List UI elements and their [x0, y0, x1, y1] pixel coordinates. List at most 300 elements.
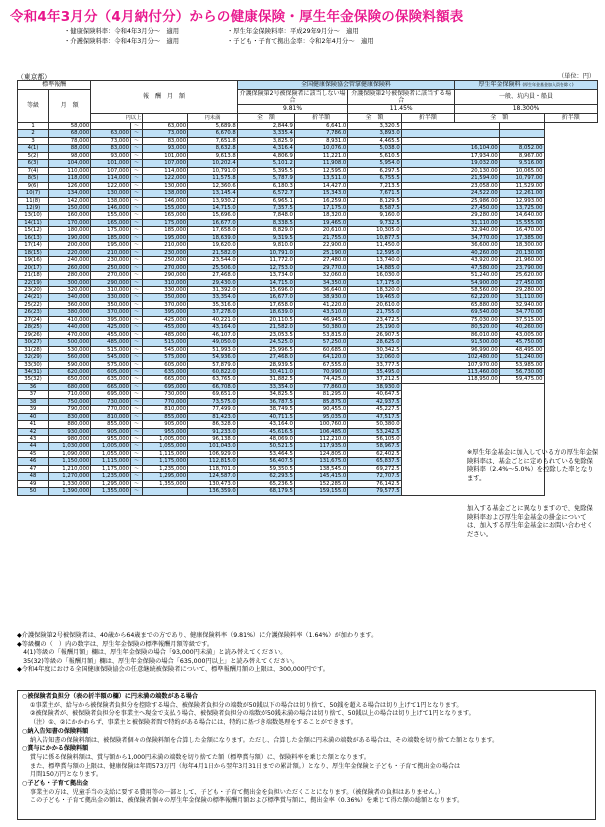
cell-nenkin-half: 8,052.00 [499, 145, 544, 152]
cell-range-to: 350,000 [143, 294, 188, 301]
notes-section-heading: ○賞与にかかる保険料額 [22, 745, 89, 753]
cell-range-to: 605,000 [143, 361, 188, 368]
cell-kaigo-total: 11,221.0 [294, 152, 347, 159]
cell-kaigo-total: 106,485.0 [294, 428, 347, 435]
cell-nenkin-total: 47,580.00 [401, 264, 499, 271]
cell-nenkin-half: 10,065.00 [499, 167, 544, 174]
cell-monthly: 200,000 [49, 242, 91, 249]
cell-nenkin-half: 17,385.00 [499, 234, 544, 241]
cell-monthly: 790,000 [49, 406, 91, 413]
cell-range-tilde: ～ [131, 249, 143, 256]
cell-nenkin-total: 65,880.00 [401, 301, 499, 308]
cell-grade: 25(22) [18, 301, 49, 308]
notes-box [17, 690, 596, 820]
cell-nenkin-half: 45,750.00 [499, 339, 544, 346]
cell-range-tilde: ～ [131, 339, 143, 346]
cell-kaigo-half: 9,732.5 [348, 219, 401, 226]
cell-kaigo-total: 36,640.0 [294, 286, 347, 293]
cell-kaigo-total: 6,641.0 [294, 123, 347, 130]
table-row [18, 324, 598, 331]
table-row [18, 204, 598, 211]
cell-range-tilde: ～ [131, 212, 143, 219]
cell-nenkin-total: 86,010.00 [401, 331, 499, 338]
table-row [18, 137, 598, 144]
cell-grade: 1 [18, 123, 49, 130]
table-row [18, 152, 598, 159]
cell-grade: 44 [18, 443, 49, 450]
cell-range-from: 485,000 [91, 339, 131, 346]
cell-kaigo-half: 38,930.0 [348, 383, 401, 390]
cell-monthly: 680,000 [49, 383, 91, 390]
rate-nonkaigo: 9.81% [237, 105, 348, 114]
cell-nonkaigo-half: 24,525.0 [237, 339, 294, 346]
table-row [18, 227, 598, 234]
cell-nonkaigo-half: 48,069.0 [237, 436, 294, 443]
cell-grade: 20(17) [18, 264, 49, 271]
cell-nonkaigo-half: 23,053.5 [237, 331, 294, 338]
cell-monthly: 142,000 [49, 197, 91, 204]
cell-grade: 16(13) [18, 234, 49, 241]
cell-kaigo-half: 10,877.5 [348, 234, 401, 241]
cell-kaigo-half: 62,402.5 [348, 450, 401, 457]
cell-range-tilde: ～ [131, 406, 143, 413]
cell-nenkin-half: 25,620.00 [499, 272, 544, 279]
cell-range-to [143, 488, 188, 495]
cell-kaigo-half: 10,305.0 [348, 227, 401, 234]
cell-range-from: 545,000 [91, 354, 131, 361]
cell-range-to: 290,000 [143, 272, 188, 279]
cell-kaigo-total: 8,931.0 [294, 137, 347, 144]
cell-nonkaigo-half: 6,180.3 [237, 182, 294, 189]
cell-monthly: 590,000 [49, 361, 91, 368]
cell-nonkaigo-half: 12,753.0 [237, 264, 294, 271]
cell-grade: 26(23) [18, 309, 49, 316]
cell-kaigo-total: 124,805.0 [294, 450, 347, 457]
header-nenkin: 厚生年金保険料 (厚生年金基金加入員を除く) [455, 81, 598, 90]
cell-grade: 17(14) [18, 242, 49, 249]
cell-nenkin-half: 48,495.00 [499, 346, 544, 353]
cell-nonkaigo-half: 6,965.1 [237, 197, 294, 204]
cell-kaigo-half: 8,587.5 [348, 204, 401, 211]
notes-section-text: ②被保険者が、被保険者負担分を事業主へ現金で支払う場合、被保険者負担分の端数が50銭未満の場合は切り捨て、50銭以上の場合は切り上げて1円となります。 [30, 710, 475, 718]
cell-nenkin-total: 58,560.00 [401, 286, 499, 293]
cell-nonkaigo-total: 19,620.0 [188, 242, 238, 249]
cell-monthly: 98,000 [49, 152, 91, 159]
cell-kaigo-total: 41,220.0 [294, 301, 347, 308]
cell-kaigo-total: 10,076.0 [294, 145, 347, 152]
cell-kaigo-total: 60,685.0 [294, 346, 347, 353]
cell-grade: 9(6) [18, 182, 49, 189]
rate-kaigo: 11.45% [348, 105, 455, 114]
header-standard: 標準報酬 [18, 81, 91, 90]
cell-nonkaigo-total: 8,632.8 [188, 145, 238, 152]
cell-range-from: 395,000 [91, 316, 131, 323]
cell-kaigo-total: 11,908.0 [294, 160, 347, 167]
cell-range-tilde: ～ [131, 391, 143, 398]
cell-monthly: 190,000 [49, 234, 91, 241]
cell-nonkaigo-total: 14,715.0 [188, 204, 238, 211]
cell-range-from: 107,000 [91, 167, 131, 174]
cell-nonkaigo-half: 65,236.5 [237, 480, 294, 487]
cell-kaigo-half: 30,342.5 [348, 346, 401, 353]
cell-range-to: 370,000 [143, 301, 188, 308]
cell-range-from: 73,000 [91, 137, 131, 144]
cell-monthly: 620,000 [49, 368, 91, 375]
top-notes [64, 27, 564, 47]
cell-nonkaigo-half: 8,829.0 [237, 227, 294, 234]
cell-grade: 38 [18, 398, 49, 405]
cell-monthly: 830,000 [49, 413, 91, 420]
cell-range-tilde: ～ [131, 458, 143, 465]
cell-monthly: 1,390,000 [49, 488, 91, 495]
cell-range-from: 955,000 [91, 436, 131, 443]
cell-grade: 12(9) [18, 204, 49, 211]
cell-grade: 40 [18, 413, 49, 420]
cell-nonkaigo-total: 16,677.0 [188, 219, 238, 226]
cell-kaigo-total: 7,786.0 [294, 130, 347, 137]
cell-range-to: 330,000 [143, 286, 188, 293]
cell-kaigo-total: 145,415.0 [294, 473, 347, 480]
cell-nonkaigo-total: 37,278.0 [188, 309, 238, 316]
cell-nenkin-half: 13,725.00 [499, 204, 544, 211]
table-row [18, 346, 598, 353]
cell-nenkin-half: 21,960.00 [499, 257, 544, 264]
cell-grade: 22(19) [18, 279, 49, 286]
header-total-3: 全 額 [455, 114, 544, 123]
table-row [18, 383, 598, 390]
cell-nenkin-half [499, 130, 544, 137]
cell-nonkaigo-total: 54,936.0 [188, 354, 238, 361]
cell-monthly: 68,000 [49, 130, 91, 137]
cell-nenkin-half: 23,790.00 [499, 264, 544, 271]
cell-range-to: 455,000 [143, 324, 188, 331]
cell-range-from: 605,000 [91, 368, 131, 375]
cell-nenkin-half: 56,730.00 [499, 368, 544, 375]
cell-nonkaigo-total: 57,879.0 [188, 361, 238, 368]
cell-range-tilde: ～ [131, 264, 143, 271]
cell-range-tilde: ～ [131, 450, 143, 457]
notes-section-text: （注）①、②にかかわらず、事業主と被保険者間で特約がある場合には、特約に基づき端数処理をすることができます。 [30, 719, 357, 727]
cell-range-tilde: ～ [131, 324, 143, 331]
cell-nenkin-total: 36,600.00 [401, 242, 499, 249]
cell-range-to: 545,000 [143, 346, 188, 353]
cell-kaigo-half: 16,030.0 [348, 272, 401, 279]
cell-nenkin-total: 20,130.00 [401, 167, 499, 174]
cell-grade: 43 [18, 436, 49, 443]
cell-grade: 34(31) [18, 368, 49, 375]
cell-grade: 42 [18, 428, 49, 435]
cell-nenkin-total: 69,540.00 [401, 309, 499, 316]
table-row [18, 316, 598, 323]
cell-kaigo-total: 12,595.0 [294, 167, 347, 174]
cell-range-tilde: ～ [131, 182, 143, 189]
cell-nonkaigo-half: 36,787.5 [237, 398, 294, 405]
cell-nonkaigo-total: 69,651.0 [188, 391, 238, 398]
cell-range-from: 93,000 [91, 152, 131, 159]
cell-range-to: 730,000 [143, 391, 188, 398]
cell-grade: 36 [18, 383, 49, 390]
cell-nenkin-total: 91,500.00 [401, 339, 499, 346]
cell-range-from: 855,000 [91, 421, 131, 428]
cell-range-tilde: ～ [131, 167, 143, 174]
cell-nonkaigo-total: 11,575.8 [188, 175, 238, 182]
cell-nonkaigo-total: 96,138.0 [188, 436, 238, 443]
cell-range-to: 695,000 [143, 383, 188, 390]
cell-range-to: 395,000 [143, 309, 188, 316]
cell-kaigo-total: 67,555.0 [294, 361, 347, 368]
cell-range-tilde: ～ [131, 383, 143, 390]
cell-nonkaigo-half: 30,411.0 [237, 368, 294, 375]
cell-monthly: 220,000 [49, 249, 91, 256]
cell-range-from: 665,000 [91, 383, 131, 390]
cell-nenkin-total: 29,280.00 [401, 212, 499, 219]
cell-nenkin-half: 14,640.00 [499, 212, 544, 219]
cell-monthly: 280,000 [49, 272, 91, 279]
cell-monthly: 1,150,000 [49, 458, 91, 465]
cell-range-from: 270,000 [91, 272, 131, 279]
cell-kaigo-half: 13,740.0 [348, 257, 401, 264]
cell-nonkaigo-total: 15,696.0 [188, 212, 238, 219]
cell-nonkaigo-half: 28,939.5 [237, 361, 294, 368]
cell-nonkaigo-total: 43,164.0 [188, 324, 238, 331]
cell-kaigo-half: 8,129.5 [348, 197, 401, 204]
cell-grade: 50 [18, 488, 49, 495]
cell-nonkaigo-total: 5,689.8 [188, 123, 238, 130]
cell-range-tilde: ～ [131, 331, 143, 338]
cell-range-to: 635,000 [143, 368, 188, 375]
table-row [18, 219, 598, 226]
table-row [18, 123, 598, 130]
cell-nonkaigo-half: 9,319.5 [237, 234, 294, 241]
cell-range-from: 695,000 [91, 391, 131, 398]
cell-kaigo-total: 27,480.0 [294, 257, 347, 264]
cell-kaigo-half: 23,472.5 [348, 316, 401, 323]
cell-monthly: 320,000 [49, 286, 91, 293]
cell-nonkaigo-total: 77,499.0 [188, 406, 238, 413]
cell-monthly: 118,000 [49, 175, 91, 182]
cell-monthly: 1,090,000 [49, 450, 91, 457]
table-row [18, 242, 598, 249]
cell-nenkin-half: 53,985.00 [499, 361, 544, 368]
cell-range-from: 635,000 [91, 376, 131, 383]
cell-monthly: 110,000 [49, 167, 91, 174]
cell-range-tilde: ～ [131, 294, 143, 301]
cell-monthly: 930,000 [49, 428, 91, 435]
cell-grade: 14(11) [18, 219, 49, 226]
cell-grade: 47 [18, 465, 49, 472]
notes-section-text: 賞与に係る保険料額は、賞与額から1,000円未満の端数を切り捨てた額（標準賞与額）に、保険料率を乗じた額となります。 [30, 753, 370, 761]
note-kenpo-rate: ・健康保険料率：令和4年3月分～ 適用 [64, 28, 180, 35]
cell-nonkaigo-half: 13,734.0 [237, 272, 294, 279]
cell-monthly: 530,000 [49, 346, 91, 353]
cell-range-to: 770,000 [143, 398, 188, 405]
cell-nonkaigo-total: 33,354.0 [188, 294, 238, 301]
cell-kaigo-half: 12,595.0 [348, 249, 401, 256]
cell-monthly: 58,000 [49, 123, 91, 130]
page-title: 令和4年3月分（4月納付分）からの健康保険・厚生年金保険の保険料額表 [10, 9, 464, 25]
cell-kaigo-total: 152,285.0 [294, 480, 347, 487]
cell-nenkin-half: 10,797.00 [499, 175, 544, 182]
header-total-2: 全 額 [348, 114, 401, 123]
cell-range-from: 1,055,000 [91, 450, 131, 457]
cell-range-tilde: ～ [131, 286, 143, 293]
cell-grade: 6(3) [18, 160, 49, 167]
footer-line: ◆等級欄の（ ）内の数字は、厚生年金保険の標準報酬月額等級です。 [17, 640, 214, 648]
cell-nenkin-half: 40,260.00 [499, 324, 544, 331]
cell-monthly: 1,270,000 [49, 473, 91, 480]
cell-kaigo-total: 46,945.0 [294, 316, 347, 323]
cell-range-to: 905,000 [143, 421, 188, 428]
cell-range-from: 425,000 [91, 324, 131, 331]
header-kaigo: 介護保険第2号被保険者に該当する場合 [348, 90, 455, 105]
cell-range-to: 230,000 [143, 249, 188, 256]
cell-kaigo-half: 65,837.5 [348, 458, 401, 465]
unit-label: （単位：円） [558, 73, 596, 80]
cell-nenkin-half: 11,529.00 [499, 182, 544, 189]
cell-grade: 15(12) [18, 227, 49, 234]
table-body [18, 123, 598, 496]
cell-nonkaigo-half: 27,468.0 [237, 354, 294, 361]
cell-range-to: 130,000 [143, 182, 188, 189]
table-row [18, 309, 598, 316]
cell-range-to: 210,000 [143, 242, 188, 249]
cell-range-tilde: ～ [131, 257, 143, 264]
cell-range-from: 185,000 [91, 234, 131, 241]
cell-range-from: 310,000 [91, 286, 131, 293]
cell-kaigo-half: 7,213.5 [348, 182, 401, 189]
cell-kaigo-half: 28,625.0 [348, 339, 401, 346]
cell-range-tilde: ～ [131, 436, 143, 443]
cell-range-from: 101,000 [91, 160, 131, 167]
cell-kaigo-half: 26,907.5 [348, 331, 401, 338]
cell-monthly: 170,000 [49, 219, 91, 226]
cell-nenkin-total: 19,032.00 [401, 160, 499, 167]
note-kodomo-rate: ・子ども・子育て拠出金率：令和2年4月分～ 適用 [227, 38, 374, 45]
cell-nenkin-half: 37,515.00 [499, 316, 544, 323]
cell-kaigo-half: 53,242.5 [348, 428, 401, 435]
cell-nenkin-total: 113,460.00 [401, 368, 499, 375]
cell-range-from: 905,000 [91, 428, 131, 435]
cell-range-tilde: ～ [131, 130, 143, 137]
cell-monthly: 104,000 [49, 160, 91, 167]
cell-kaigo-total: 43,510.0 [294, 309, 347, 316]
cell-range-tilde: ～ [131, 160, 143, 167]
cell-nonkaigo-half: 53,464.5 [237, 450, 294, 457]
cell-nenkin-half: 12,261.00 [499, 190, 544, 197]
cell-kaigo-half: 4,465.5 [348, 137, 401, 144]
cell-nonkaigo-half: 40,711.5 [237, 413, 294, 420]
header-remuneration: 報 酬 月 額 [91, 81, 238, 114]
cell-nonkaigo-total: 106,929.0 [188, 450, 238, 457]
cell-nonkaigo-half: 62,293.5 [237, 473, 294, 480]
table-row [18, 257, 598, 264]
cell-kaigo-half: 35,495.0 [348, 368, 401, 375]
cell-range-tilde: ～ [131, 488, 143, 495]
cell-range-from: 165,000 [91, 219, 131, 226]
cell-nonkaigo-half: 10,791.0 [237, 249, 294, 256]
cell-range-tilde: ～ [131, 309, 143, 316]
cell-grade: 7(4) [18, 167, 49, 174]
cell-kaigo-total: 20,610.0 [294, 227, 347, 234]
note-kaigo-rate: ・介護保険料率：令和4年3月分～ 適用 [64, 38, 180, 45]
cell-kaigo-total: 100,760.0 [294, 421, 347, 428]
notes-section-text: ①事業主が、給与から被保険者負担分を控除する場合、被保険者負担分の端数が50銭以下の場合は切り捨て、50銭を超える場合は切り上げて1円となります。 [30, 701, 463, 709]
cell-nenkin-half: 16,470.00 [499, 227, 544, 234]
cell-nonkaigo-total: 124,587.0 [188, 473, 238, 480]
cell-nonkaigo-total: 12,360.6 [188, 182, 238, 189]
cell-range-from: 770,000 [91, 406, 131, 413]
cell-grade: 32(29) [18, 354, 49, 361]
cell-nonkaigo-total: 136,359.0 [188, 488, 238, 495]
footer-line: ◆介護保険第2号被保険者は、40歳から64歳までの方であり、健康保険料率（9.81%）に介護保険料率（1.64%）が加わります。 [17, 632, 378, 639]
cell-range-tilde: ～ [131, 473, 143, 480]
cell-range-tilde: ～ [131, 152, 143, 159]
cell-kaigo-total: 81,295.0 [294, 391, 347, 398]
cell-nonkaigo-total: 9,613.8 [188, 152, 238, 159]
cell-range-from: 210,000 [91, 249, 131, 256]
cell-range-from: 370,000 [91, 309, 131, 316]
cell-kaigo-total: 14,427.0 [294, 182, 347, 189]
cell-kaigo-half: 69,272.5 [348, 465, 401, 472]
cell-range-from: 810,000 [91, 413, 131, 420]
cell-nenkin-total: 17,934.00 [401, 152, 499, 159]
cell-range-from [91, 123, 131, 130]
cell-kaigo-half: 21,755.0 [348, 309, 401, 316]
cell-grade: 5(2) [18, 152, 49, 159]
cell-grade: 31(28) [18, 346, 49, 353]
cell-range-to: 63,000 [143, 123, 188, 130]
cell-grade: 41 [18, 421, 49, 428]
cell-kaigo-total: 138,545.0 [294, 465, 347, 472]
cell-range-tilde: ～ [131, 398, 143, 405]
cell-nonkaigo-total: 86,328.0 [188, 421, 238, 428]
header-half-3: 折半額 [544, 114, 598, 123]
cell-monthly: 710,000 [49, 391, 91, 398]
cell-monthly: 300,000 [49, 279, 91, 286]
cell-nonkaigo-total: 10,202.4 [188, 160, 238, 167]
header-ijou: 円以上 [91, 114, 143, 123]
cell-range-tilde: ～ [131, 242, 143, 249]
notes-section-heading: ○子ども・子育て拠出金 [22, 780, 89, 788]
table-row [18, 361, 598, 368]
cell-range-to: 122,000 [143, 175, 188, 182]
cell-range-to: 575,000 [143, 354, 188, 361]
cell-range-to: 175,000 [143, 219, 188, 226]
cell-nenkin-total: 43,920.00 [401, 257, 499, 264]
cell-nonkaigo-half: 4,316.4 [237, 145, 294, 152]
cell-range-tilde: ～ [131, 145, 143, 152]
cell-range-tilde: ～ [131, 301, 143, 308]
cell-nonkaigo-total: 29,430.0 [188, 279, 238, 286]
cell-range-to: 83,000 [143, 137, 188, 144]
cell-kaigo-total: 15,343.0 [294, 190, 347, 197]
cell-range-from: 122,000 [91, 182, 131, 189]
cell-range-tilde: ～ [131, 190, 143, 197]
cell-nenkin-total: 27,450.00 [401, 204, 499, 211]
cell-range-to: 73,000 [143, 130, 188, 137]
cell-nenkin-half: 51,240.00 [499, 354, 544, 361]
cell-kaigo-half: 6,297.5 [348, 167, 401, 174]
cell-range-tilde: ～ [131, 316, 143, 323]
cell-kaigo-total: 38,930.0 [294, 294, 347, 301]
cell-kaigo-total: 90,455.0 [294, 406, 347, 413]
cell-range-to: 165,000 [143, 212, 188, 219]
table-row [18, 331, 598, 338]
cell-kaigo-half: 56,105.0 [348, 436, 401, 443]
cell-nonkaigo-total: 7,651.8 [188, 137, 238, 144]
table-row [18, 182, 598, 189]
cell-nonkaigo-half: 38,749.5 [237, 406, 294, 413]
